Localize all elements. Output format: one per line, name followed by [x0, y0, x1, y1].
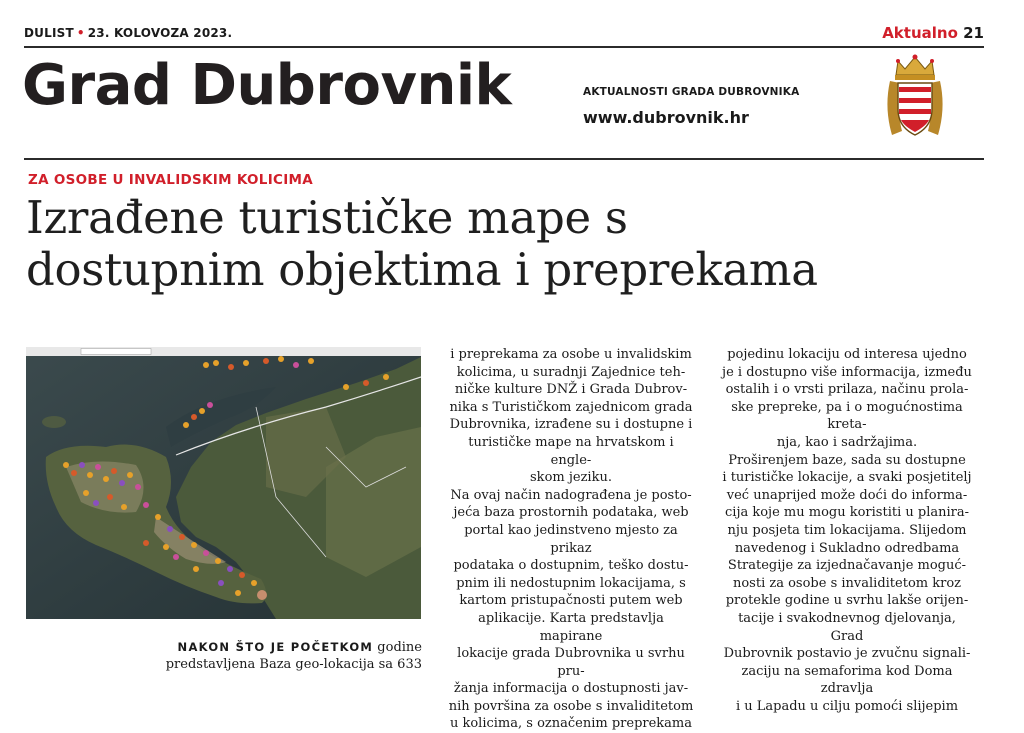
col2-line: protekle godine u svrhu lakše orijen- — [725, 593, 969, 609]
col2-line: cija koje mu mogu koristiti u planira- — [725, 505, 969, 521]
col2-line: i u Lapadu u cilju pomoći slijepim — [735, 698, 959, 714]
article-column-2 — [722, 346, 972, 715]
col1-line: jeća baza prostornih podataka, web — [453, 505, 689, 521]
col2-line: navedenog i Sukladno odredbama — [734, 540, 960, 556]
col1-line: nika s Turističkom zajednicom grada — [449, 399, 693, 415]
col1-line: nih površina za osobe s invaliditetom — [448, 698, 694, 714]
col2-line: ske prepreke, pa i o mogućnostima kreta- — [731, 399, 963, 433]
col2-line: Dubrovnik postavio je zvučnu signali- — [723, 646, 971, 662]
col1-line: podataka o dostupnim, teško dostu- — [453, 558, 689, 574]
top-bar — [24, 26, 984, 44]
col1-line: kartom pristupačnosti putem web — [459, 593, 683, 609]
col2-line: je i dostupno više informacija, između — [722, 364, 972, 380]
top-divider — [24, 46, 984, 48]
paper-name: DULIST — [24, 26, 74, 40]
section-name: Aktualno — [882, 24, 958, 42]
page-number: 21 — [963, 24, 984, 42]
col2-line: pojedinu lokaciju od interesa ujedno — [727, 347, 967, 362]
col1-line: kolicima, u suradnji Zajednice teh- — [456, 364, 686, 380]
section-info — [882, 24, 984, 42]
article-caption — [160, 639, 422, 673]
col1-line: Dubrovnika, izrađene su i dostupne i — [449, 417, 693, 433]
col2-line: ostalih i o vrsti prilaza, načinu prola- — [725, 382, 969, 398]
col1-line: lokacije grada Dubrovnika u svrhu pru- — [457, 646, 685, 679]
col1-line: aplikacije. Karta predstavlja mapirane — [478, 610, 664, 644]
col1-line: turističke mape na hrvatskom i engle- — [468, 434, 674, 468]
masthead-tagline: AKTUALNOSTI GRADA DUBROVNIKA — [583, 86, 800, 98]
col2-line: Strategije za izjednačavanje moguć- — [727, 558, 967, 574]
accessibility-map-image — [26, 347, 421, 619]
col1-line: pnim ili nedostupnim lokacijama, s — [456, 575, 686, 591]
masthead-title: Grad Dubrovnik — [22, 53, 512, 118]
col1-line: u kolicima, s označenim preprekama — [449, 716, 693, 732]
col2-line: nju posjeta tim lokacijama. Slijedom — [727, 522, 967, 538]
caption-lead: NAKON ŠTO JE POČETKOM — [177, 640, 374, 654]
col2-line: nja, kao i sadržajima. — [776, 434, 918, 450]
col2-line: Proširenjem baze, sada su dostupne — [728, 452, 966, 468]
headline-line-1: Izrađene turističke mape s — [26, 191, 628, 244]
article-kicker: ZA OSOBE U INVALIDSKIM KOLICIMA — [28, 172, 314, 188]
col1-line: i preprekama za osobe u invalidskim — [450, 347, 692, 362]
article-headline — [26, 192, 986, 296]
col2-line: nosti za osobe s invaliditetom kroz — [732, 575, 961, 591]
masthead-divider — [24, 158, 984, 160]
headline-line-2: dostupnim objektima i preprekama — [26, 243, 818, 296]
issue-date: 23. KOLOVOZA 2023. — [87, 26, 233, 40]
col1-line: skom jeziku. — [530, 470, 612, 486]
masthead-url[interactable]: www.dubrovnik.hr — [583, 108, 749, 127]
caption-text: godine predstavljena Baza geo-lokacija sa 633 — [165, 640, 422, 672]
col2-line: tacije i svakodnevnog djelovanja, Grad — [738, 610, 956, 644]
col1-line: Na ovaj način nadograđena je posto- — [450, 487, 692, 503]
issue-info — [24, 26, 232, 40]
col2-line: zaciju na semaforima kod Doma zdravlja — [741, 663, 953, 697]
col2-line: i turističke lokacije, a svaki posjetitelj — [722, 470, 972, 486]
dubrovnik-coat-of-arms-icon — [882, 53, 948, 143]
col1-line: žanja informacija o dostupnosti jav- — [453, 681, 689, 697]
col1-line: portal kao jedinstveno mjesto za prikaz — [464, 522, 678, 556]
col1-line: ničke kulture DNŽ i Grada Dubrov- — [454, 382, 688, 398]
col2-line: već unaprijed može doći do informa- — [726, 487, 968, 503]
article-column-1 — [446, 346, 696, 733]
separator-dot: • — [76, 26, 85, 40]
